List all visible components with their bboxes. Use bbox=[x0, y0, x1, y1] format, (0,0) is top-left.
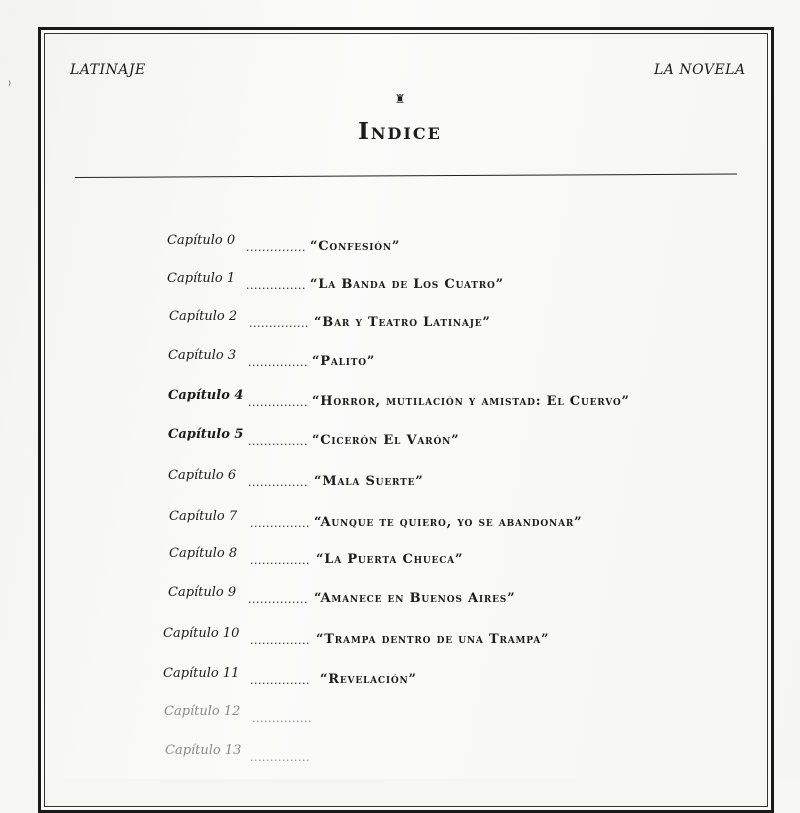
toc-entry bbox=[0, 468, 800, 504]
chapter-title: “Revelación” bbox=[320, 672, 417, 687]
chapter-title: “Mala Suerte” bbox=[314, 474, 424, 489]
running-header-left: LATINAJE bbox=[70, 62, 146, 78]
dot-leader: ............... bbox=[250, 634, 310, 647]
toc-entry bbox=[0, 388, 800, 424]
chapter-label: Capítulo 4 bbox=[168, 388, 244, 403]
toc-entry bbox=[0, 309, 800, 345]
chapter-label: Capítulo 11 bbox=[163, 666, 240, 681]
chapter-title: “La Banda de Los Cuatro” bbox=[310, 277, 504, 292]
chapter-label: Capítulo 3 bbox=[168, 348, 237, 363]
toc-entry bbox=[0, 427, 800, 463]
chapter-label: Capítulo 0 bbox=[167, 233, 236, 248]
toc-entry bbox=[0, 348, 800, 384]
chapter-title: “Aunque te quiero, yo se abandonar” bbox=[314, 515, 583, 530]
dot-leader: ............... bbox=[246, 241, 306, 254]
chapter-title: “Confesión” bbox=[310, 239, 401, 254]
toc-entry bbox=[0, 233, 800, 269]
page-title: Indice bbox=[358, 118, 442, 145]
margin-mark: ⁾ bbox=[8, 78, 11, 92]
toc-entry bbox=[0, 585, 800, 621]
dot-leader: ............... bbox=[252, 712, 312, 725]
chapter-label: Capítulo 8 bbox=[169, 546, 238, 561]
toc-entry bbox=[0, 271, 800, 307]
chapter-label: Capítulo 13 bbox=[165, 743, 242, 758]
toc-entry bbox=[0, 509, 800, 545]
dot-leader: ............... bbox=[250, 554, 310, 567]
chapter-title: “Palito” bbox=[312, 354, 376, 369]
chapter-label: Capítulo 1 bbox=[167, 271, 236, 286]
chapter-label: Capítulo 7 bbox=[169, 509, 238, 524]
toc-entry bbox=[0, 546, 800, 582]
chapter-title: “Cicerón El Varón” bbox=[312, 433, 460, 448]
chapter-title: “Amanece en Buenos Aires” bbox=[314, 591, 516, 606]
chapter-title: “Bar y Teatro Latinaje” bbox=[314, 315, 491, 330]
dot-leader: ............... bbox=[249, 317, 309, 330]
chapter-title: “La Puerta Chueca” bbox=[316, 552, 464, 567]
chapter-label: Capítulo 9 bbox=[168, 585, 237, 600]
dot-leader: ............... bbox=[246, 279, 306, 292]
dot-leader: ............... bbox=[248, 476, 308, 489]
dot-leader: ............... bbox=[248, 593, 308, 606]
dot-leader: ............... bbox=[248, 435, 308, 448]
rook-ornament-icon: ♜ bbox=[394, 92, 406, 106]
toc-entry bbox=[0, 743, 800, 779]
dot-leader: ............... bbox=[250, 751, 310, 764]
chapter-label: Capítulo 2 bbox=[169, 309, 238, 324]
toc-entry bbox=[0, 626, 800, 662]
dot-leader: ............... bbox=[248, 356, 308, 369]
chapter-label: Capítulo 5 bbox=[168, 427, 244, 442]
chapter-label: Capítulo 10 bbox=[163, 626, 240, 641]
running-header-right: LA NOVELA bbox=[654, 62, 746, 78]
dot-leader: ............... bbox=[250, 674, 310, 687]
toc-entry bbox=[0, 666, 800, 702]
dot-leader: ............... bbox=[248, 396, 308, 409]
dot-leader: ............... bbox=[250, 517, 310, 530]
chapter-label: Capítulo 6 bbox=[168, 468, 237, 483]
chapter-label: Capítulo 12 bbox=[164, 704, 241, 719]
chapter-title: “Trampa dentro de una Trampa” bbox=[316, 632, 550, 647]
chapter-title: “Horror, mutilación y amistad: El Cuervo” bbox=[312, 394, 630, 409]
toc-entry bbox=[0, 704, 800, 740]
